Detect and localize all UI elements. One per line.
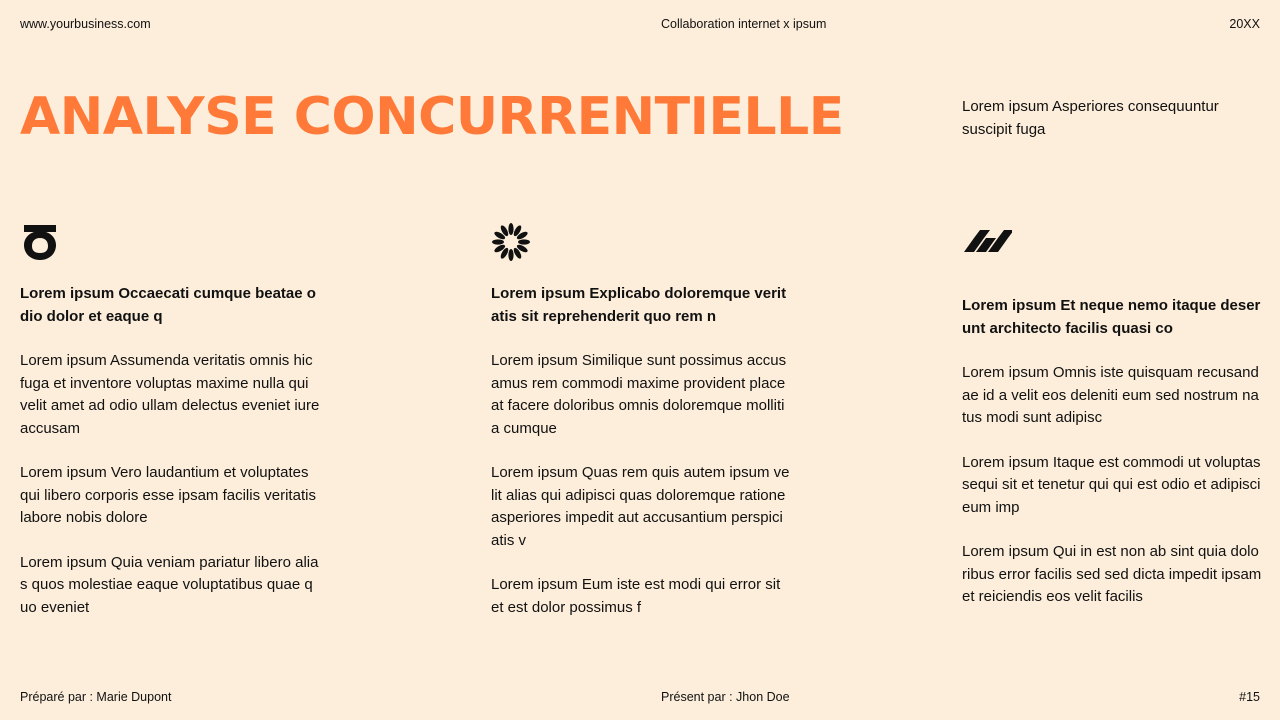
year-label: 20XX (1229, 17, 1260, 31)
column-3-paragraph-1: Lorem ipsum Omnis iste quisquam recusandae id a velit eos deleniti eum sed nostrum natus modi sunt adipisc (962, 364, 1259, 426)
column-1-paragraph-3: Lorem ipsum Quia veniam pariatur libero alias quos molestiae eaque voluptatibus quae quo eveniet (20, 553, 319, 616)
intro-text: Lorem ipsum Asperiores consequuntur suscipit fuga (962, 98, 1219, 138)
column-3-heading: Lorem ipsum Et neque nemo itaque deserunt architecto facilis quasi co (962, 297, 1261, 337)
column-2-paragraph-3: Lorem ipsum Eum iste est modi qui error sit et est dolor possimus f (491, 576, 781, 616)
omega-logo-icon (20, 222, 60, 262)
column-1-paragraph-1: Lorem ipsum Assumenda veritatis omnis hic fuga et inventore voluptas maxime nulla qui velit amet ad odio ullam delectus eveniet iure accusam (20, 352, 320, 437)
collaboration-label: Collaboration internet x ipsum (661, 17, 827, 31)
column-1-paragraph-2: Lorem ipsum Vero laudantium et voluptates qui libero corporis esse ipsam facilis veritatis labore nobis dolore (20, 464, 316, 526)
page-title: ANALYSE CONCURRENTIELLE (20, 87, 844, 147)
website-url: www.yourbusiness.com (20, 17, 151, 31)
slanted-stripes-icon (962, 226, 1012, 256)
sunburst-icon (491, 222, 531, 262)
column-3-paragraph-3: Lorem ipsum Qui in est non ab sint quia doloribus error facilis sed sed dicta impedit ipsam et reiciendis eos velit facilis (962, 543, 1262, 605)
column-2-heading: Lorem ipsum Explicabo doloremque veritatis sit reprehenderit quo rem n (491, 285, 787, 325)
column-3-paragraph-2: Lorem ipsum Itaque est commodi ut voluptas sequi sit et tenetur qui qui est odio et adipisci eum imp (962, 453, 1261, 516)
column-3 (962, 226, 1262, 609)
column-1-heading: Lorem ipsum Occaecati cumque beatae odio dolor et eaque q (20, 285, 316, 325)
column-2-paragraph-1: Lorem ipsum Similique sunt possimus accusamus rem commodi maxime provident placeat facere doloribus omnis doloremque mollitia cumque (491, 352, 787, 437)
column-1 (20, 222, 320, 619)
page-number: #15 (1239, 690, 1260, 704)
column-2-paragraph-2: Lorem ipsum Quas rem quis autem ipsum velit alias qui adipisci quas doloremque ratione asperiores impedit aut accusantium perspiciatis v (491, 464, 790, 549)
column-2 (491, 222, 791, 619)
presented-by-label: Présent par : Jhon Doe (661, 690, 790, 704)
prepared-by-label: Préparé par : Marie Dupont (20, 690, 172, 704)
